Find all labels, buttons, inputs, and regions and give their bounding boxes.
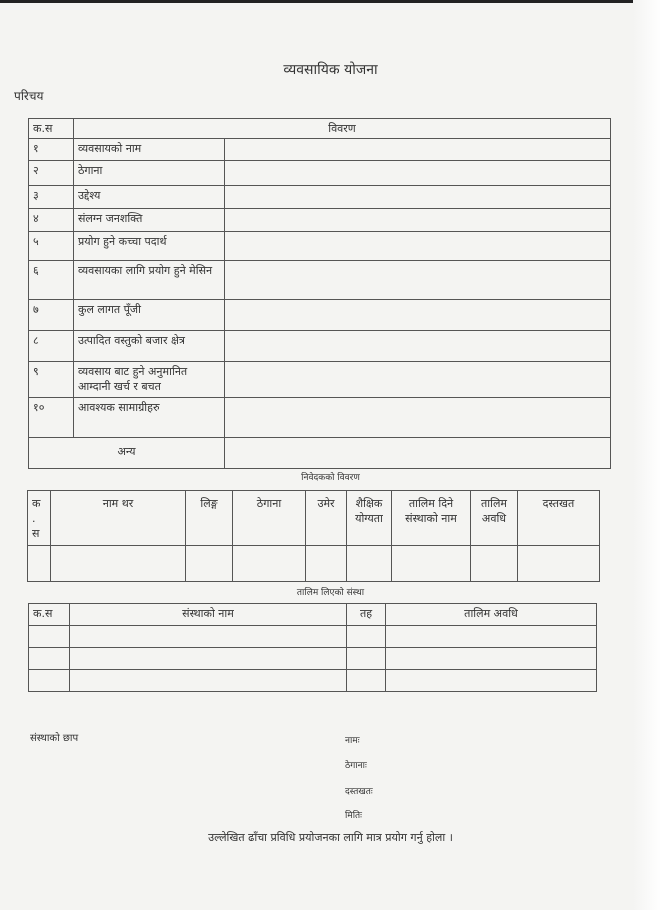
row-label: व्यवसायका लागि प्रयोग हुने मेसिन xyxy=(74,261,225,300)
row-label: संलग्न जनशक्ति xyxy=(74,209,225,232)
row-value[interactable] xyxy=(225,161,611,186)
row-label: व्यवसायको नाम xyxy=(74,139,225,161)
applicant-header: लिङ्ग xyxy=(186,491,233,546)
plan-table-header-row xyxy=(29,119,611,139)
row-value[interactable] xyxy=(225,331,611,362)
row-value[interactable] xyxy=(225,209,611,232)
table-row xyxy=(29,670,597,692)
sig-address-label: ठेगानाः xyxy=(345,761,367,771)
row-sn: २ xyxy=(29,161,74,186)
table-row xyxy=(28,546,600,582)
training-cell[interactable] xyxy=(70,648,347,670)
training-cell[interactable] xyxy=(29,626,70,648)
applicant-cell[interactable] xyxy=(233,546,306,582)
row-value[interactable] xyxy=(225,232,611,261)
sig-date-label: मितिः xyxy=(345,811,362,821)
applicant-cell[interactable] xyxy=(347,546,392,582)
footer-note: उल्लेखित ढाँचा प्रविधि प्रयोजनका लागि मात्र प्रयोग गर्नु होला । xyxy=(208,831,453,844)
plan-other-row xyxy=(29,438,611,469)
row-sn: ५ xyxy=(29,232,74,261)
training-cell[interactable] xyxy=(347,648,386,670)
applicant-header: शैक्षिक योग्यता xyxy=(347,491,392,546)
stamp-label: संस्थाको छाप xyxy=(30,733,79,744)
applicant-header: नाम थर xyxy=(51,491,186,546)
applicant-cell[interactable] xyxy=(471,546,518,582)
row-label: कुल लागत पूँजी xyxy=(74,300,225,331)
row-sn: ६ xyxy=(29,261,74,300)
table-row xyxy=(29,648,597,670)
document-title: व्यवसायिक योजना xyxy=(283,62,378,78)
training-caption: तालिम लिएको संस्था xyxy=(296,588,365,598)
row-sn: ४ xyxy=(29,209,74,232)
training-header: संस्थाको नाम xyxy=(70,604,347,626)
row-value[interactable] xyxy=(225,398,611,438)
training-cell[interactable] xyxy=(386,670,597,692)
applicant-header: ठेगाना xyxy=(233,491,306,546)
training-cell[interactable] xyxy=(386,648,597,670)
other-value[interactable] xyxy=(225,438,611,469)
row-sn: १० xyxy=(29,398,74,438)
scan-edge-top xyxy=(0,0,661,3)
applicant-header: तालिम दिने संस्थाको नाम xyxy=(392,491,471,546)
applicant-header: दस्तखत xyxy=(518,491,600,546)
row-label: उद्देश्य xyxy=(74,186,225,209)
training-header: तालिम अवधि xyxy=(386,604,597,626)
training-header: तह xyxy=(347,604,386,626)
training-header: क.स xyxy=(29,604,70,626)
row-sn: ३ xyxy=(29,186,74,209)
training-cell[interactable] xyxy=(70,626,347,648)
table-row xyxy=(29,209,611,232)
sig-name-label: नामः xyxy=(345,736,360,746)
table-row xyxy=(29,626,597,648)
row-label: प्रयोग हुने कच्चा पदार्थ xyxy=(74,232,225,261)
row-label: आवश्यक सामाग्रीहरु xyxy=(74,398,225,438)
plan-header-details: विवरण xyxy=(74,119,611,139)
row-sn: ८ xyxy=(29,331,74,362)
row-value[interactable] xyxy=(225,186,611,209)
applicant-cell[interactable] xyxy=(28,546,51,582)
applicant-cell[interactable] xyxy=(186,546,233,582)
row-value[interactable] xyxy=(225,300,611,331)
training-cell[interactable] xyxy=(70,670,347,692)
training-cell[interactable] xyxy=(386,626,597,648)
training-cell[interactable] xyxy=(347,626,386,648)
row-value[interactable] xyxy=(225,139,611,161)
table-row xyxy=(29,398,611,438)
applicant-header: क . स xyxy=(28,491,51,546)
table-row xyxy=(29,362,611,398)
applicant-header-row xyxy=(28,491,600,546)
applicant-table xyxy=(27,490,600,582)
applicant-header: उमेर xyxy=(306,491,347,546)
training-cell[interactable] xyxy=(29,648,70,670)
row-sn: ७ xyxy=(29,300,74,331)
applicant-cell[interactable] xyxy=(306,546,347,582)
scan-edge-right xyxy=(633,0,661,910)
sig-signature-label: दस्तखतः xyxy=(345,787,373,797)
training-header-row xyxy=(29,604,597,626)
training-cell[interactable] xyxy=(347,670,386,692)
row-sn: १ xyxy=(29,139,74,161)
applicant-cell[interactable] xyxy=(51,546,186,582)
table-row xyxy=(29,232,611,261)
row-sn: ९ xyxy=(29,362,74,398)
applicant-cell[interactable] xyxy=(392,546,471,582)
plan-header-sn: क.स xyxy=(29,119,74,139)
row-label: ठेगाना xyxy=(74,161,225,186)
plan-table xyxy=(28,118,611,469)
table-row xyxy=(29,139,611,161)
applicant-cell[interactable] xyxy=(518,546,600,582)
applicant-caption: निवेदकको विवरण xyxy=(301,473,360,483)
intro-label: परिचय xyxy=(14,89,44,103)
row-label: उत्पादित वस्तुको बजार क्षेत्र xyxy=(74,331,225,362)
row-label: व्यवसाय बाट हुने अनुमानित आम्दानी खर्च र बचत xyxy=(74,362,225,398)
table-row xyxy=(29,161,611,186)
table-row xyxy=(29,261,611,300)
training-table xyxy=(28,603,597,692)
other-label: अन्य xyxy=(29,438,225,469)
row-value[interactable] xyxy=(225,362,611,398)
table-row xyxy=(29,331,611,362)
applicant-header: तालिम अवधि xyxy=(471,491,518,546)
training-cell[interactable] xyxy=(29,670,70,692)
table-row xyxy=(29,186,611,209)
table-row xyxy=(29,300,611,331)
row-value[interactable] xyxy=(225,261,611,300)
